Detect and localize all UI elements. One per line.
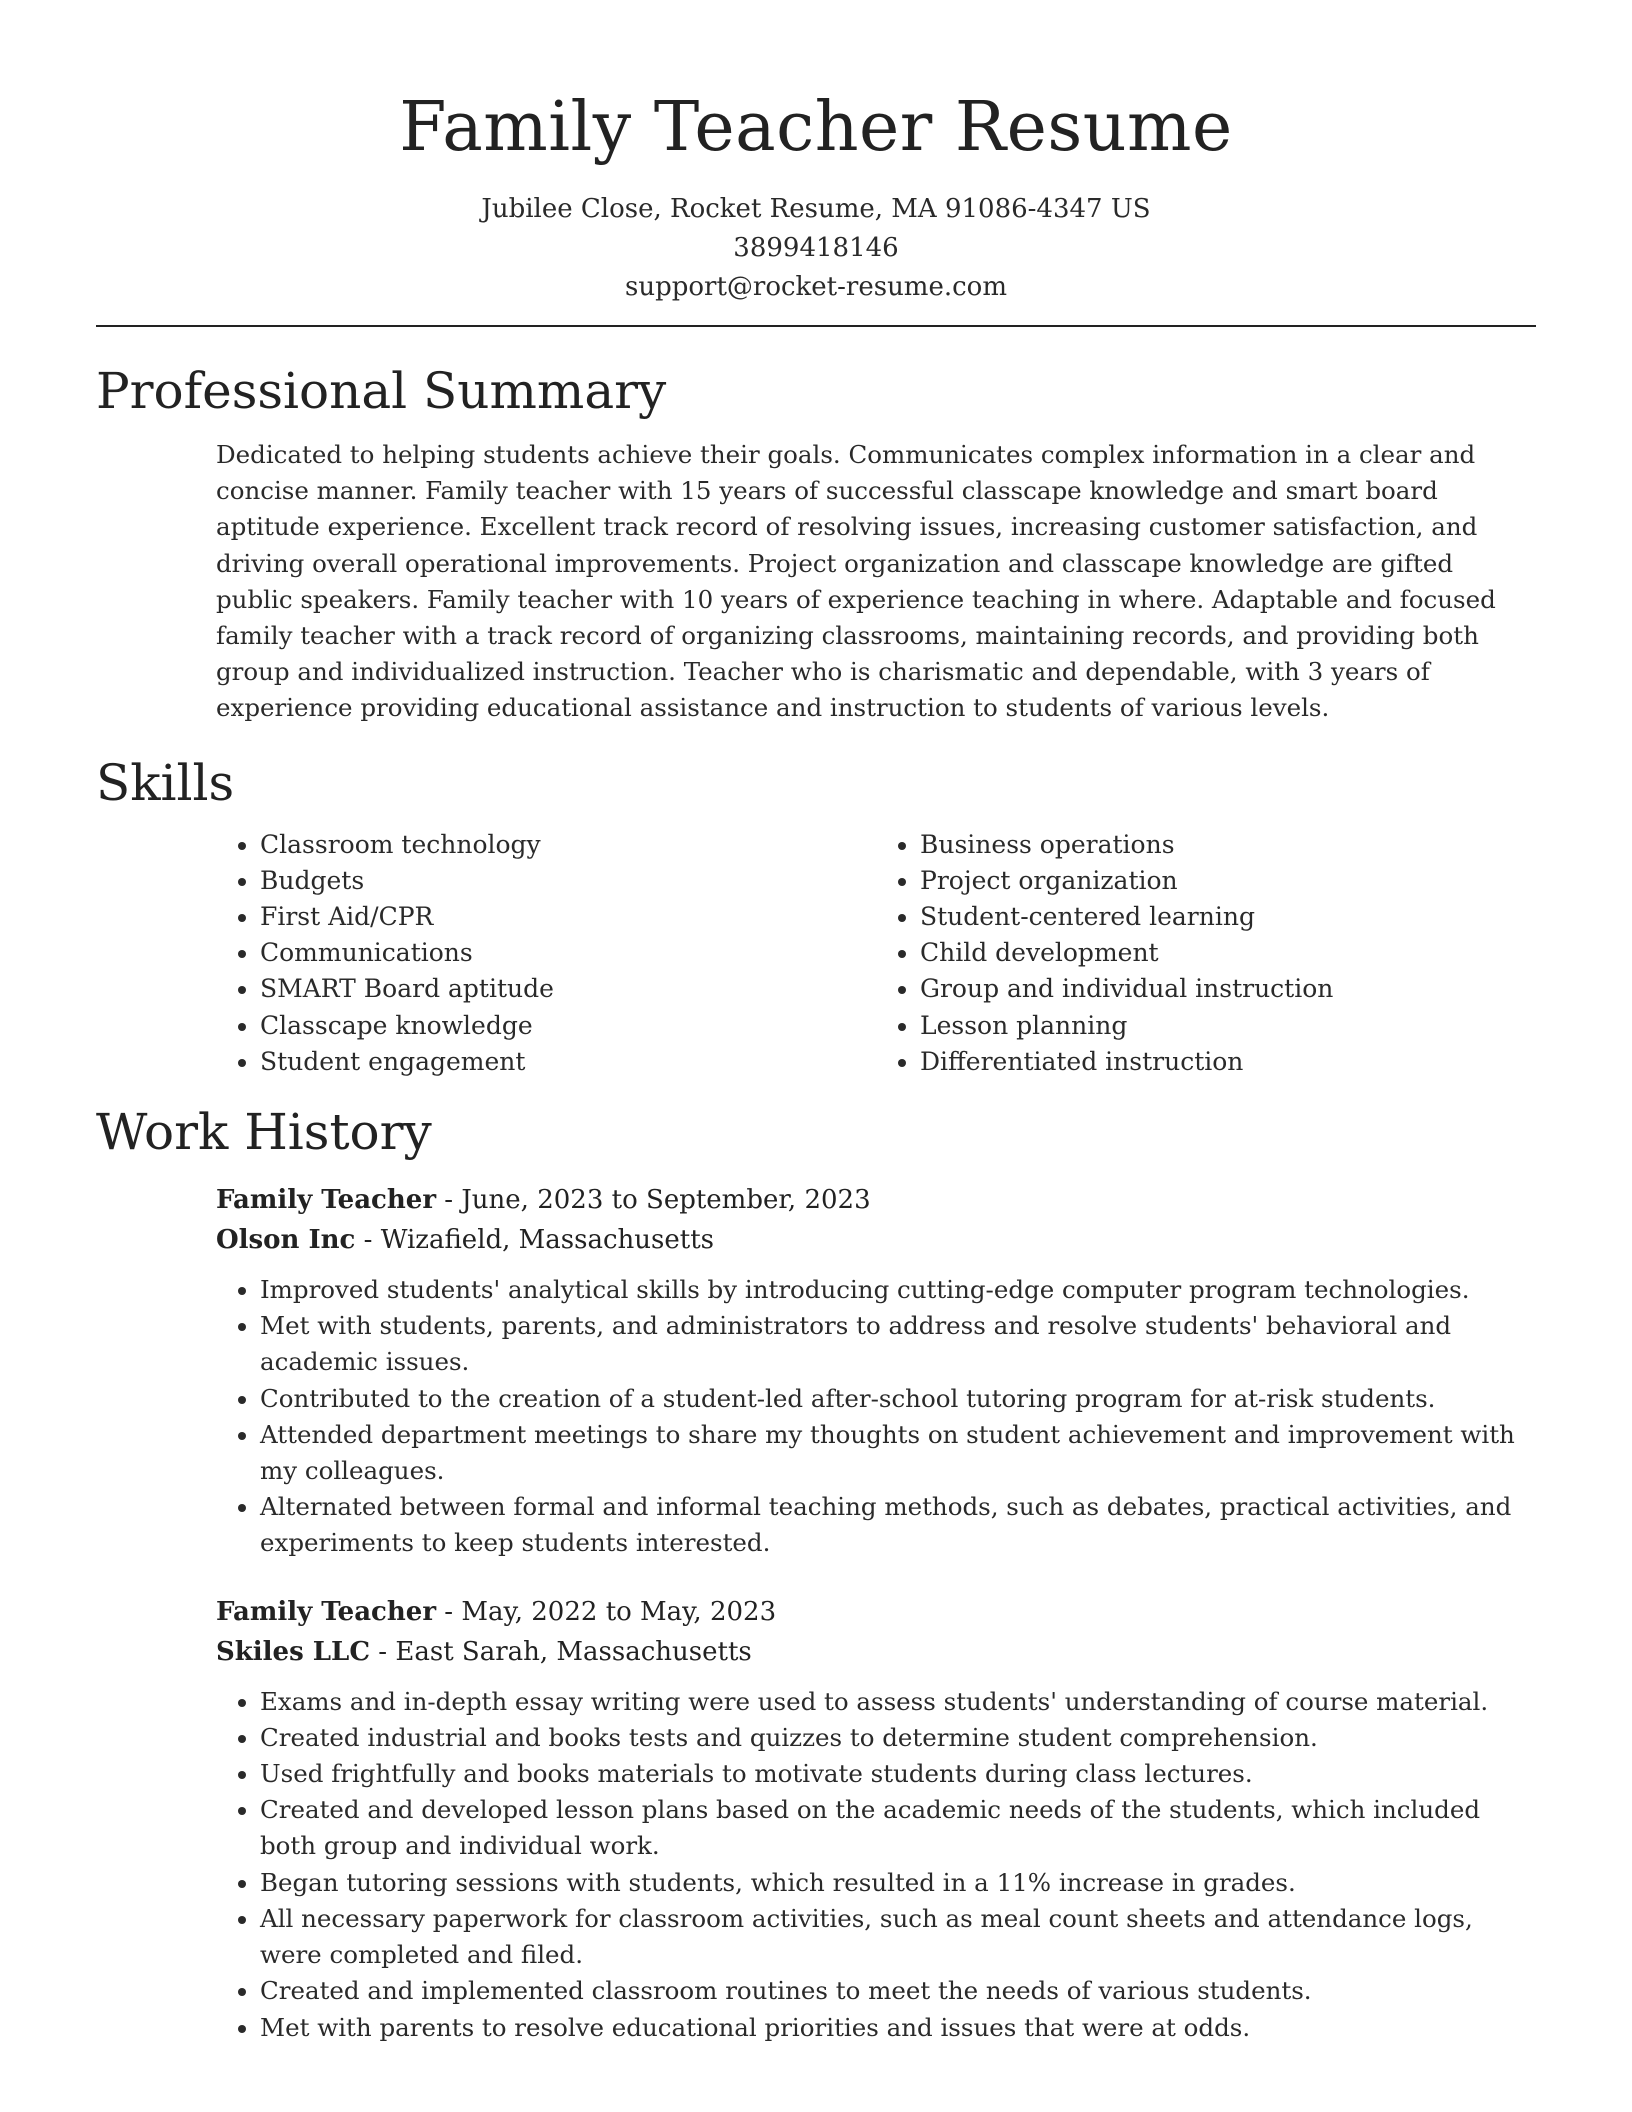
- skill-item: • Child development: [920, 935, 1536, 971]
- job-bullet: • Used frightfully and books materials to motivate students during class lectures.: [260, 1756, 1536, 1792]
- job-bullet: • Met with students, parents, and administrators to address and resolve students' behavioral and academic issues.: [260, 1308, 1536, 1380]
- job-title-line: Family Teacher - May, 2022 to May, 2023: [216, 1596, 777, 1627]
- skill-item: • Group and individual instruction: [920, 971, 1536, 1007]
- job-bullet: • Contributed to the creation of a student-led after-school tutoring program for at-risk students.: [260, 1381, 1536, 1417]
- contact-email: support@rocket-resume.com: [624, 272, 1007, 302]
- summary-heading: Professional Summary: [96, 362, 667, 420]
- job-company: Olson Inc: [216, 1225, 356, 1256]
- skill-item: • First Aid/CPR: [260, 899, 876, 935]
- skills-column-left: [216, 827, 876, 1080]
- job-title-line: Family Teacher - June, 2023 to September, 2023: [216, 1185, 871, 1216]
- job-bullet: • Began tutoring sessions with students, which resulted in a 11% increase in grades.: [260, 1865, 1536, 1901]
- work-history-heading: Work History: [96, 1103, 432, 1162]
- skills-heading: Skills: [96, 753, 235, 812]
- skills-column-right: [876, 827, 1536, 1080]
- job-company-line: Skiles LLC - East Sarah, Massachusetts: [216, 1636, 752, 1667]
- skill-item: • Student engagement: [260, 1044, 876, 1080]
- job-bullet: • Created and developed lesson plans based on the academic needs of the students, which included both group and individual work.: [260, 1792, 1536, 1864]
- skill-item: • Student-centered learning: [920, 899, 1536, 935]
- job-company-line: Olson Inc - Wizafield, Massachusetts: [216, 1225, 715, 1256]
- skill-item: • Classroom technology: [260, 827, 876, 863]
- job-bullet: • Attended department meetings to share my thoughts on student achievement and improvement with my colleagues.: [260, 1417, 1536, 1489]
- job-dates: May, 2022 to May, 2023: [461, 1596, 777, 1627]
- skill-item: • Project organization: [920, 863, 1536, 899]
- skills-list: [216, 827, 1536, 1080]
- job-bullet: • Created and implemented classroom routines to meet the needs of various students.: [260, 1973, 1536, 2009]
- job-location: East Sarah, Massachusetts: [395, 1636, 752, 1667]
- job-entry: [216, 1592, 1536, 2046]
- resume-page: [96, 0, 1536, 2046]
- skill-item: • Classcape knowledge: [260, 1008, 876, 1044]
- job-bullet: • Exams and in-depth essay writing were used to assess students' understanding of course material.: [260, 1684, 1536, 1720]
- job-bullets: [216, 1684, 1536, 2046]
- skill-item: • SMART Board aptitude: [260, 971, 876, 1007]
- job-location: Wizafield, Massachusetts: [380, 1225, 715, 1256]
- job-dates: June, 2023 to September, 2023: [461, 1185, 871, 1216]
- job-bullet: • Improved students' analytical skills by introducing cutting-edge computer program technologies.: [260, 1272, 1536, 1308]
- job-title: Family Teacher: [216, 1596, 437, 1627]
- job-title: Family Teacher: [216, 1185, 437, 1216]
- resume-header: [96, 0, 1536, 307]
- job-bullets: [216, 1272, 1536, 1562]
- job-bullet: • Alternated between formal and informal teaching methods, such as debates, practical activities, and experiments to keep students interested.: [260, 1489, 1536, 1561]
- contact-block: [96, 190, 1536, 307]
- resume-title: Family Teacher Resume: [399, 88, 1233, 167]
- job-company: Skiles LLC: [216, 1636, 371, 1667]
- job-bullet: • Met with parents to resolve educational priorities and issues that were at odds.: [260, 2010, 1536, 2046]
- contact-address: Jubilee Close, Rocket Resume, MA 91086-4347 US: [481, 194, 1151, 224]
- skill-item: • Communications: [260, 935, 876, 971]
- job-bullet: • Created industrial and books tests and quizzes to determine student comprehension.: [260, 1720, 1536, 1756]
- skill-item: • Differentiated instruction: [920, 1044, 1536, 1080]
- contact-phone: 3899418146: [733, 233, 899, 263]
- job-bullet: • All necessary paperwork for classroom activities, such as meal count sheets and attendance logs, were completed and filed.: [260, 1901, 1536, 1973]
- header-divider: [96, 325, 1536, 327]
- skill-item: • Business operations: [920, 827, 1536, 863]
- summary-text: Dedicated to helping students achieve their goals. Communicates complex information in a clear and concise manner. Family teacher with 15 years of successful classcape knowledge and smart board aptitude experience. Excellent track record of resolving issues, increasing customer satisfaction, and driving overall operational improvements. Project organization and classcape knowledge are gifted public speakers. Family teacher with 10 years of experience teaching in where. Adaptable and focused family teacher with a track record of organizing classrooms, maintaining records, and providing both group and individualized instruction. Teacher who is charismatic and dependable, with 3 years of experience providing educational assistance and instruction to students of various levels.: [216, 440, 1496, 723]
- skill-item: • Lesson planning: [920, 1008, 1536, 1044]
- job-entry: [216, 1180, 1536, 1562]
- skill-item: • Budgets: [260, 863, 876, 899]
